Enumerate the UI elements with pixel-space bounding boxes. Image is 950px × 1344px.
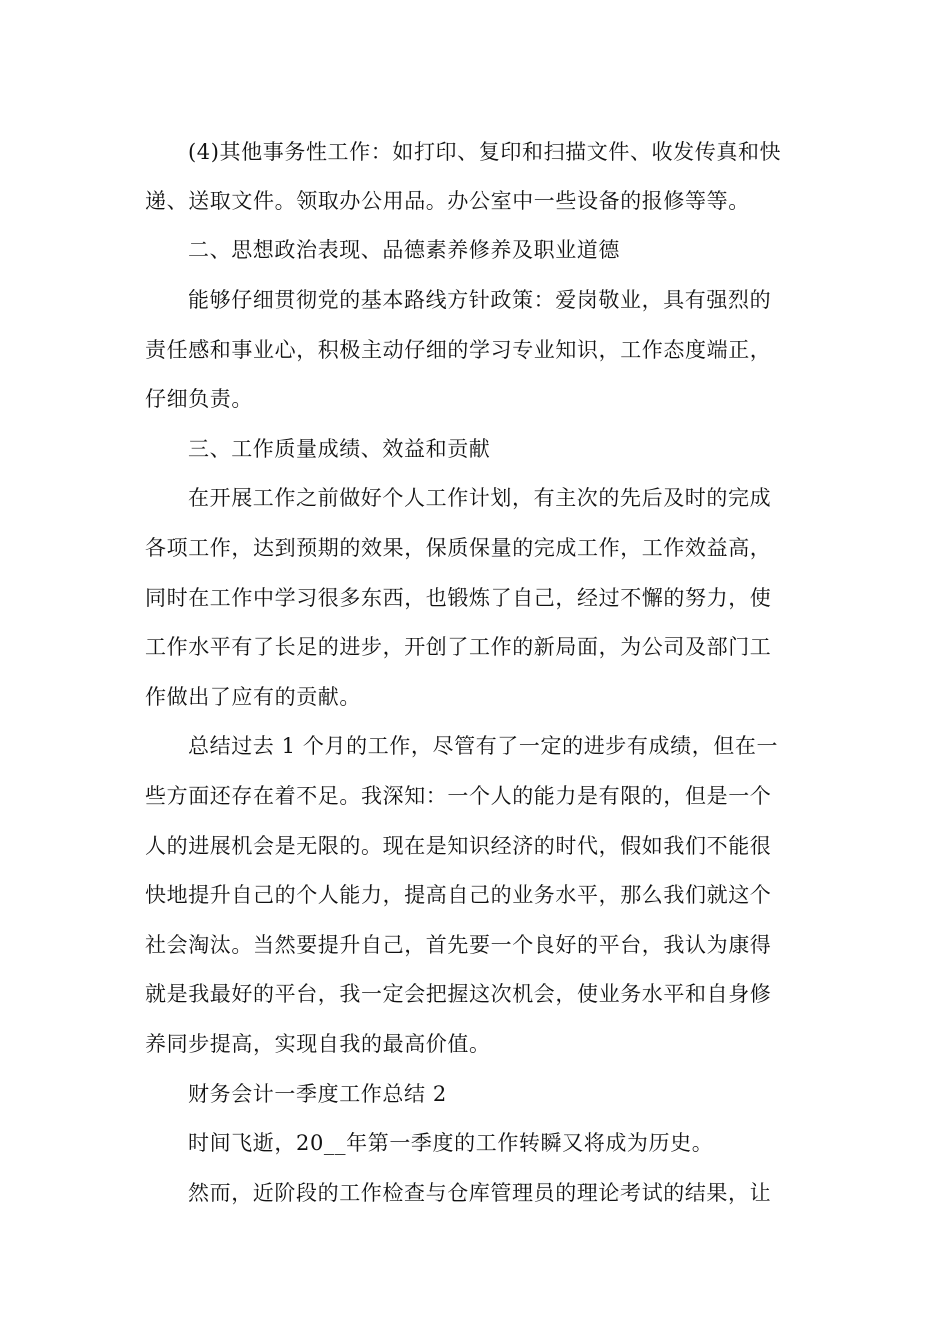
paragraph-line: 作做出了应有的贡献。: [145, 685, 361, 709]
paragraph-line: 然而，近阶段的工作检查与仓库管理员的理论考试的结果，让: [188, 1181, 772, 1205]
paragraph-line: 总结过去 1 个月的工作，尽管有了一定的进步有成绩，但在一: [188, 734, 779, 758]
paragraph-line: 责任感和事业心，积极主动仔细的学习专业知识，工作态度端正，: [145, 338, 772, 362]
paragraph-line: 人的进展机会是无限的。现在是知识经济的时代，假如我们不能很: [145, 834, 772, 858]
paragraph-line: 仔细负责。: [145, 387, 253, 411]
paragraph-line: 快地提升自己的个人能力，提高自己的业务水平，那么我们就这个: [145, 883, 772, 907]
section-heading: 二、思想政治表现、品德素养修养及职业道德: [188, 238, 620, 262]
paragraph-line: 社会淘汰。当然要提升自己，首先要一个良好的平台，我认为康得: [145, 933, 772, 957]
paragraph-line: 各项工作，达到预期的效果，保质保量的完成工作，工作效益高，: [145, 536, 772, 560]
paragraph-line: 时间飞逝，20__年第一季度的工作转瞬又将成为历史。: [188, 1131, 714, 1155]
paragraph-line: 养同步提高，实现自我的最高价值。: [145, 1032, 491, 1056]
section-heading: 三、工作质量成绩、效益和贡献: [188, 437, 491, 461]
paragraph-line: 工作水平有了长足的进步，开创了工作的新局面，为公司及部门工: [145, 635, 772, 659]
paragraph-line: 递、送取文件。领取办公用品。办公室中一些设备的报修等等。: [145, 189, 750, 213]
paragraph-line: 能够仔细贯彻党的基本路线方针政策：爱岗敬业，具有强烈的: [188, 288, 772, 312]
paragraph-line: (4)其他事务性工作：如打印、复印和扫描文件、收发传真和快: [188, 140, 782, 164]
section-heading: 财务会计一季度工作总结 2: [188, 1082, 447, 1106]
paragraph-line: 就是我最好的平台，我一定会把握这次机会，使业务水平和自身修: [145, 982, 772, 1006]
paragraph-line: 些方面还存在着不足。我深知：一个人的能力是有限的，但是一个: [145, 784, 772, 808]
paragraph-line: 在开展工作之前做好个人工作计划，有主次的先后及时的完成: [188, 486, 772, 510]
paragraph-line: 同时在工作中学习很多东西，也锻炼了自己，经过不懈的努力，使: [145, 586, 772, 610]
